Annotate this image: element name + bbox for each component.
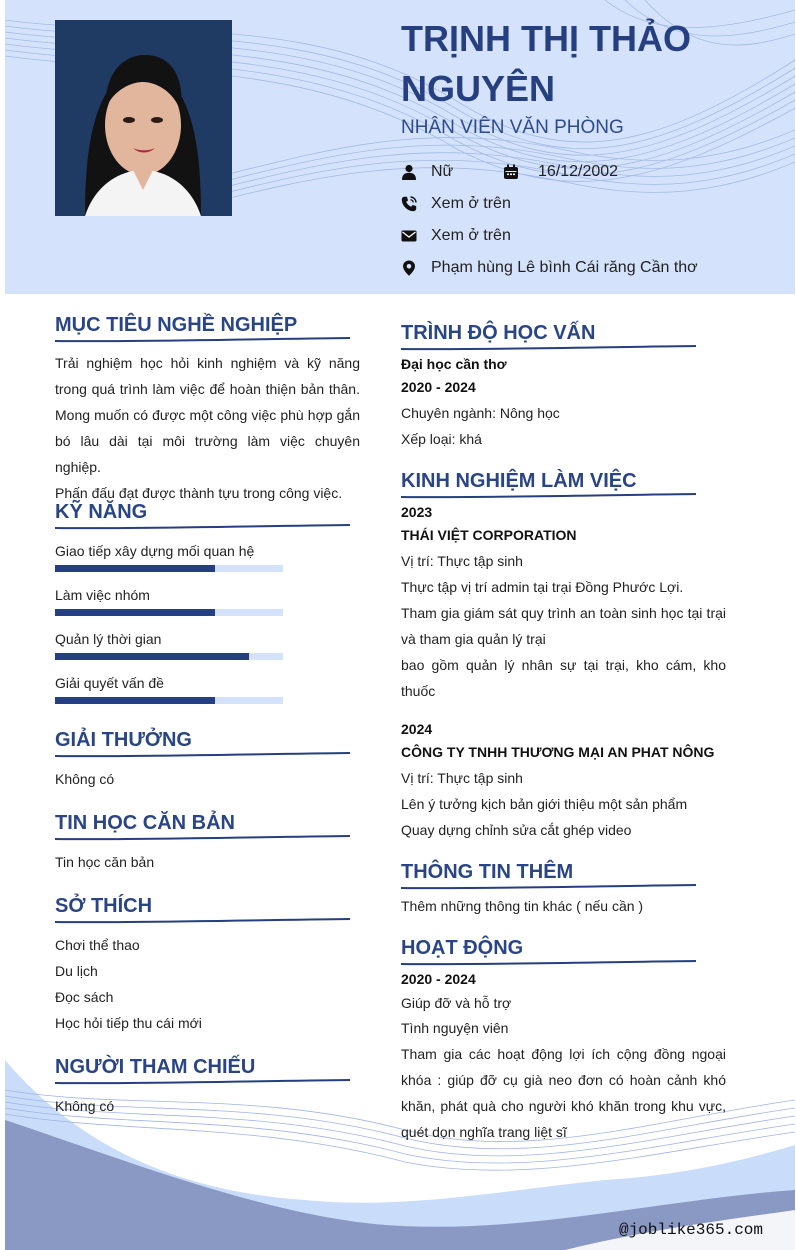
skill-bar-fill (55, 697, 215, 704)
activities-title: HOẠT ĐỘNG (401, 937, 524, 959)
awards-title: GIẢI THƯỞNG (55, 729, 192, 751)
skills-title: KỸ NĂNG (55, 501, 148, 523)
job-description: Lên ý tưởng kịch bản giới thiệu một sản phẩm (401, 796, 688, 812)
activity-description: Tham gia các hoạt động lợi ích cộng đồng ngoại khóa : giúp đỡ cụ già neo đơn có hoàn cảnh khó khăn, phát quà cho người khó khăn trong khu vực, quét dọn nghĩa trang liệt sĩ (401, 1046, 726, 1140)
hobby-item: Chơi thể thao (55, 937, 140, 953)
experience-underline (401, 493, 696, 499)
references-underline (55, 1079, 350, 1085)
skill-bar-fill (55, 565, 215, 572)
skill-bar-fill (55, 653, 249, 660)
job-description: Quay dựng chỉnh sửa cắt ghép video (401, 822, 632, 838)
phone-icon (401, 196, 417, 212)
objective-title: MỤC TIÊU NGHỀ NGHIỆP (55, 314, 298, 336)
job-role: Vị trí: Thực tập sinh (401, 770, 523, 786)
additional-info-title: THÔNG TIN THÊM (401, 861, 574, 883)
phone-value: Xem ở trên (431, 195, 511, 212)
activity-item: Giúp đỡ và hỗ trợ (401, 995, 512, 1011)
hobby-item: Đọc sách (55, 989, 114, 1005)
education-period: 2020 - 2024 (401, 379, 476, 395)
awards-text: Không có (55, 771, 115, 787)
activities-period: 2020 - 2024 (401, 971, 476, 987)
gender-value: Nữ (431, 163, 454, 180)
watermark-text: @joblike365.com (618, 1221, 763, 1239)
hobbies-title: SỞ THÍCH (55, 895, 153, 917)
hobby-item: Học hỏi tiếp thu cái mới (55, 1015, 202, 1031)
education-school: Đại học cần thơ (401, 356, 507, 372)
skill-bar (55, 565, 283, 572)
job-description: Tham gia giám sát quy trình an toàn sinh học tại trại và tham gia quản lý trại (401, 605, 726, 647)
job-year: 2024 (401, 721, 433, 737)
references-text: Không có (55, 1098, 115, 1114)
skill-bar (55, 697, 283, 704)
awards-underline (55, 752, 350, 758)
skills-underline (55, 524, 350, 530)
candidate-name: TRỊNH THỊ THẢO NGUYÊN (401, 18, 691, 109)
activities-underline (401, 960, 696, 966)
education-grade: Xếp loại: khá (401, 431, 482, 447)
job-year: 2023 (401, 504, 433, 520)
birthdate-row (503, 161, 703, 183)
job-company: CÔNG TY TNHH THƯƠNG MẠI AN PHAT NÔNG (401, 744, 715, 760)
location-pin-icon (401, 260, 417, 276)
resume-page (5, 0, 795, 1250)
computer-skills-title: TIN HỌC CĂN BẢN (55, 812, 235, 834)
objective-underline (55, 337, 350, 343)
profile-photo (55, 20, 232, 216)
user-icon (401, 164, 417, 180)
education-major: Chuyên ngành: Nông học (401, 405, 560, 421)
objective-text: Trải nghiệm học hỏi kinh nghiệm và kỹ năng trong quá trình làm việc để hoàn thiện bản thân. Mong muốn có được một công việc phù hợp gắn bó lâu dài tại môi trường làm việc chuyên nghiệp. Phấn đấu đạt được thành tựu trong công việc. (55, 355, 360, 501)
phone-row (401, 193, 701, 215)
education-underline (401, 345, 696, 351)
job-description: Thực tập vị trí admin tại trại Đồng Phước Lợi. (401, 579, 684, 595)
activity-item: Tình nguyện viên (401, 1020, 509, 1036)
education-title: TRÌNH ĐỘ HỌC VẤN (401, 322, 596, 344)
email-value: Xem ở trên (431, 227, 511, 244)
address-value: Phạm hùng Lê bình Cái răng Cần thơ (431, 259, 698, 276)
envelope-icon (401, 228, 417, 244)
skill-label: Làm việc nhóm (55, 587, 150, 603)
additional-info-text: Thêm những thông tin khác ( nếu cần ) (401, 898, 644, 914)
skill-bar (55, 653, 283, 660)
skill-bar-fill (55, 609, 215, 616)
computer-skills-text: Tin học căn bản (55, 854, 155, 870)
skill-label: Giải quyết vấn đề (55, 675, 164, 691)
experience-title: KINH NGHIỆM LÀM VIỆC (401, 470, 637, 492)
email-row (401, 225, 701, 247)
additional-info-underline (401, 884, 696, 890)
references-title: NGƯỜI THAM CHIẾU (55, 1056, 256, 1078)
skill-label: Giao tiếp xây dựng mối quan hệ (55, 543, 255, 559)
hobbies-underline (55, 918, 350, 924)
birthdate-value: 16/12/2002 (538, 163, 619, 180)
job-role: Vị trí: Thực tập sinh (401, 553, 523, 569)
skill-label: Quản lý thời gian (55, 631, 162, 647)
portrait-illustration (55, 20, 232, 216)
computer-skills-underline (55, 835, 350, 841)
job-position: NHÂN VIÊN VĂN PHÒNG (401, 117, 624, 138)
calendar-icon (503, 164, 519, 180)
job-description: bao gồm quản lý nhân sự tại trại, kho cám, kho thuốc (401, 657, 726, 699)
address-row (401, 257, 741, 279)
hobby-item: Du lịch (55, 963, 98, 979)
job-company: THÁI VIỆT CORPORATION (401, 527, 577, 543)
skill-bar (55, 609, 283, 616)
